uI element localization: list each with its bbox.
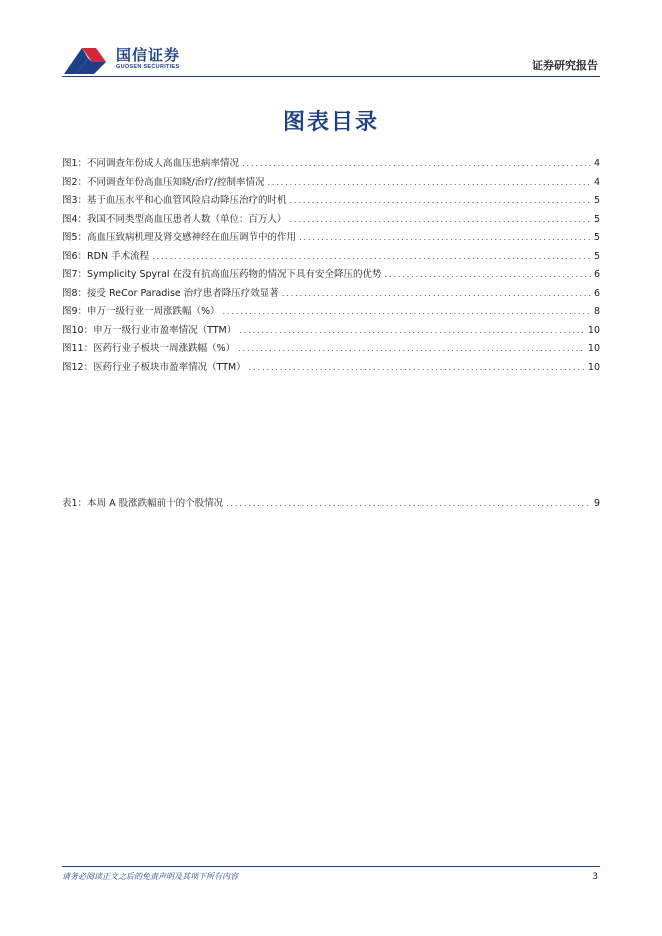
toc-leader xyxy=(226,499,591,508)
logo-english-name: GUOSEN SECURITIES xyxy=(116,64,180,70)
toc-entry[interactable] xyxy=(62,495,600,514)
toc-page: 4 xyxy=(593,176,600,188)
toc-leader xyxy=(223,307,591,316)
guosen-logo-icon xyxy=(62,44,110,78)
toc-entry[interactable] xyxy=(62,229,600,248)
toc-label: 图10： xyxy=(62,324,94,336)
toc-title: 不同调查年份高血压知晓/治疗/控制率情况 xyxy=(87,176,265,188)
toc-page: 5 xyxy=(593,232,600,243)
toc-entry[interactable] xyxy=(62,211,600,230)
toc-entry[interactable] xyxy=(62,285,600,304)
toc-leader xyxy=(249,363,585,372)
toc-entry[interactable] xyxy=(62,248,600,267)
toc-label: 图8： xyxy=(62,287,88,299)
toc-label: 图12： xyxy=(62,361,94,373)
toc-title: Symplicity Spyral 在没有抗高血压药物的情况下具有安全降压的优势 xyxy=(87,269,382,280)
toc-label: 图7： xyxy=(62,269,88,280)
toc-leader xyxy=(385,270,591,279)
toc-leader xyxy=(282,289,591,298)
toc-label: 图1： xyxy=(62,158,88,169)
toc-title: 不同调查年份成人高血压患病率情况 xyxy=(87,158,240,169)
toc-label: 图6： xyxy=(62,250,88,262)
toc-leader xyxy=(152,252,591,261)
footer-divider xyxy=(62,866,600,867)
toc-label: 图11： xyxy=(62,343,94,354)
page-number: 3 xyxy=(592,872,598,882)
toc-entry[interactable] xyxy=(62,340,600,359)
toc-page: 5 xyxy=(593,195,600,206)
table-list xyxy=(62,495,600,514)
page-title: 图表目录 xyxy=(282,110,379,135)
toc-label: 图3： xyxy=(62,195,88,206)
toc-title: 基于血压水平和心血管风险启动降压治疗的时机 xyxy=(87,195,287,206)
toc-leader xyxy=(299,233,591,242)
toc-page: 5 xyxy=(593,213,600,225)
toc-title: 接受 ReCor Paradise 治疗患者降压疗效显著 xyxy=(87,287,279,299)
toc-page: 6 xyxy=(593,287,600,299)
toc-leader xyxy=(290,196,591,205)
report-type: 证券研究报告 xyxy=(532,59,598,72)
header-divider xyxy=(62,76,600,77)
toc-entry[interactable] xyxy=(62,192,600,211)
toc-title: 申万一级行业市盈率情况（TTM） xyxy=(93,324,237,336)
toc-page: 9 xyxy=(593,498,600,509)
toc-leader xyxy=(239,326,585,335)
toc-title: 医药行业子板块一周涨跌幅（%） xyxy=(93,343,236,354)
toc-page: 10 xyxy=(587,324,600,336)
toc-label: 图9： xyxy=(62,306,88,317)
toc-label: 图4： xyxy=(62,213,88,225)
toc-title: RDN 手术流程 xyxy=(87,250,150,262)
toc-label: 表1： xyxy=(62,498,88,509)
toc-entry[interactable] xyxy=(62,174,600,193)
toc-title: 我国不同类型高血压患者人数（单位：百万人） xyxy=(87,213,287,225)
toc-page: 10 xyxy=(587,343,600,354)
toc-entry[interactable] xyxy=(62,322,600,341)
toc-page: 4 xyxy=(593,158,600,169)
toc-title: 医药行业子板块市盈率情况（TTM） xyxy=(93,361,246,373)
toc-title: 申万一级行业一周涨跌幅（%） xyxy=(87,306,220,317)
toc-page: 8 xyxy=(593,306,600,317)
toc-label: 图5： xyxy=(62,232,88,243)
toc-entry[interactable] xyxy=(62,359,600,378)
toc-title: 本周 A 股涨跌幅前十的个股情况 xyxy=(87,498,224,509)
toc-leader xyxy=(242,159,591,168)
toc-page: 10 xyxy=(587,361,600,373)
logo-chinese-name: 国信证券 xyxy=(116,46,181,64)
toc-leader xyxy=(290,215,591,224)
footer-disclaimer: 请务必阅读正文之后的免责声明及其项下所有内容 xyxy=(62,872,238,881)
toc-entry[interactable] xyxy=(62,155,600,174)
toc-leader xyxy=(267,178,591,187)
toc-label: 图2： xyxy=(62,176,88,188)
toc-title: 高血压致病机理及肾交感神经在血压调节中的作用 xyxy=(87,232,297,243)
toc-page: 6 xyxy=(593,269,600,280)
figure-list xyxy=(62,155,600,377)
toc-leader xyxy=(238,344,585,353)
toc-entry[interactable] xyxy=(62,303,600,322)
toc-entry[interactable] xyxy=(62,266,600,285)
toc-page: 5 xyxy=(593,250,600,262)
